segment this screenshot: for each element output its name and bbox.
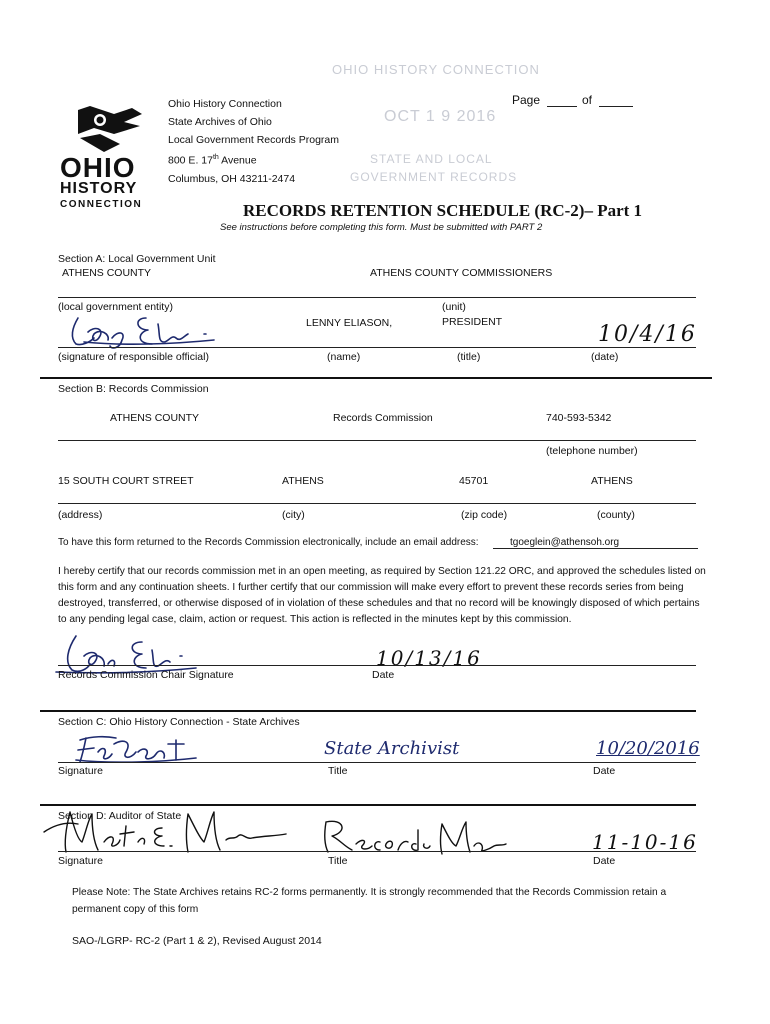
email-field-line[interactable] [493,548,698,549]
address-value: 15 SOUTH COURT STREET [58,475,194,487]
ohio-history-logo [60,100,160,212]
address-block [168,95,339,188]
unit-value: ATHENS COUNTY COMMISSIONERS [370,267,553,279]
address-line-4 [168,149,339,170]
auditor-title-label: Title [328,855,348,867]
chair-date-label: Date [372,669,395,681]
received-stamp-date: OCT 1 9 2016 [384,108,497,125]
date-label: (date) [591,351,619,363]
logo-word-history: HISTORY [60,180,138,197]
archives-date-value: 10/20/2016 [596,738,700,759]
unit-label: (unit) [442,301,466,313]
official-name-value: LENNY ELIASON, [306,317,393,329]
page-label: Page [512,93,541,107]
commission-name-value: Records Commission [333,412,433,424]
entity-value: ATHENS COUNTY [62,267,152,279]
auditor-signature-label: Signature [58,855,103,867]
auditor-title-signature [318,816,508,856]
name-label: (name) [327,351,361,363]
section-a-line-2 [58,347,696,348]
email-value: tgoeglein@athensoh.org [510,537,620,548]
form-subtitle: See instructions before completing this form. Must be submitted with PART 2 [220,222,543,233]
received-stamp-header: OHIO HISTORY CONNECTION [332,62,540,77]
address-label: (address) [58,509,103,521]
street-suffix: th [212,154,219,161]
address-line-1: Ohio History Connection [168,98,282,110]
county-value: ATHENS [591,475,633,487]
form-identifier: SAO-/LGRP- RC-2 (Part 1 & 2), Revised August 2014 [72,935,322,947]
received-stamp-dept-line2: GOVERNMENT RECORDS [350,170,518,184]
chair-signature-line [58,665,696,666]
archives-signature [72,730,202,766]
received-stamp-dept-line1: STATE AND LOCAL [370,152,493,166]
section-divider-bc [40,710,696,712]
email-prompt: To have this form returned to the Records Commission electronically, include an email address: [58,537,479,548]
city-label: (city) [282,509,305,521]
official-title-value: PRESIDENT [442,316,503,328]
archives-title-label: Title [328,765,348,777]
form-title: RECORDS RETENTION SCHEDULE (RC-2)– Part 1 [243,201,643,220]
section-d-heading: Section D: Auditor of State [58,810,182,822]
title-label: (title) [457,351,481,363]
street-name: Avenue [218,154,257,167]
county-label: (county) [597,509,635,521]
address-line-2: State Archives of Ohio [168,116,272,128]
section-divider-ab [40,377,712,379]
city-value: ATHENS [282,475,324,487]
section-c-heading: Section C: Ohio History Connection - State Archives [58,716,300,728]
logo-word-connection: CONNECTION [60,199,143,210]
entity-label: (local government entity) [58,301,173,313]
section-c-line [58,762,696,763]
zip-label: (zip code) [461,509,508,521]
phone-value: 740-593-5342 [546,412,612,424]
street-number: 800 E. 17 [168,154,213,167]
page-total-field[interactable] [599,106,633,107]
certification-text: I hereby certify that our records commission met in an open meeting, as required by Section 121.22 ORC, and approved the schedules listed on this form and any continuation sheets. I further certify that our commission will make every effort to prevent these records series from being destroyed, transferred, or otherwise disposed of in violation of these schedules and that no record will be knowingly disposed of which pertains to any pending legal case, claim, action or request. This action is reflected in the minutes kept by this commission. [58,566,706,625]
page-number-field[interactable] [547,106,577,107]
section-a-heading: Section A: Local Government Unit [58,253,216,265]
section-b-line-2 [58,503,696,504]
logo-word-ohio: OHIO [60,152,136,183]
archives-title-value: State Archivist [324,738,460,759]
section-b-heading: Section B: Records Commission [58,383,209,395]
auditor-date-value: 11-10-16 [592,830,698,854]
zip-value: 45701 [459,475,489,487]
section-b-line-1 [58,440,696,441]
archives-date-label: Date [593,765,616,777]
auditor-date-label: Date [593,855,616,867]
section-a-line-1 [58,297,696,298]
chair-signature-label: Records Commission Chair Signature [58,669,234,681]
signature-date-value: 10/4/16 [598,322,697,347]
address-line-5: Columbus, OH 43211-2474 [168,172,296,185]
of-label: of [582,93,593,107]
section-d-line [58,851,696,852]
signature-label: (signature of responsible official) [58,351,209,363]
phone-label: (telephone number) [546,445,638,457]
archives-signature-label: Signature [58,765,103,777]
flag-icon [70,104,150,156]
commission-county-value: ATHENS COUNTY [110,412,200,424]
retention-note: Please Note: The State Archives retains RC-2 forms permanently. It is strongly recommended that the Records Commission retain a permanent copy of this form [72,887,667,915]
chair-date-value: 10/13/16 [376,646,482,670]
address-line-3: Local Government Records Program [168,134,339,146]
